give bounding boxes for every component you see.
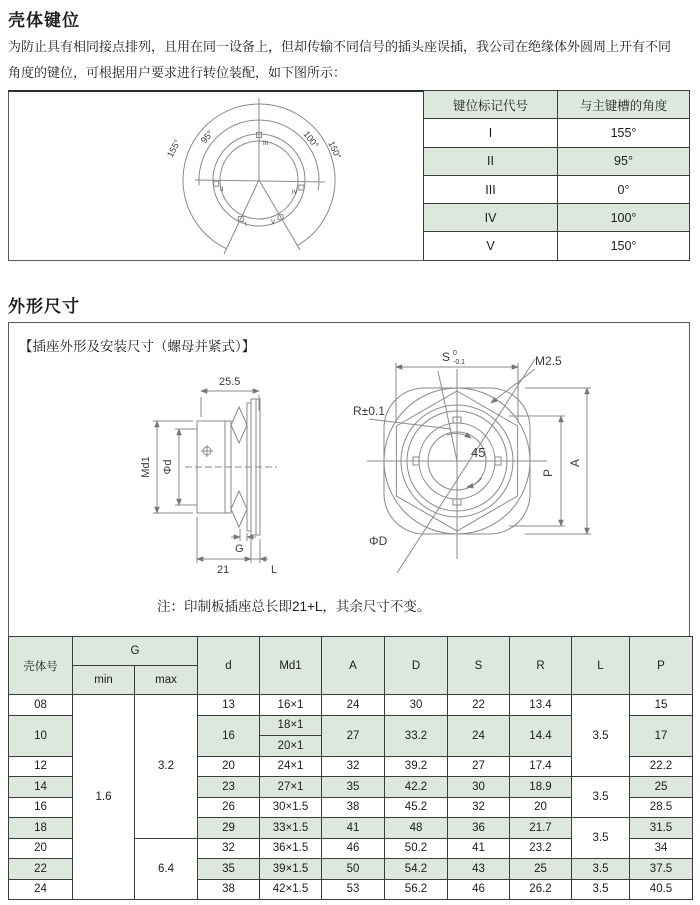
- figure-subtitle: 【插座外形及安装尺寸（螺母并紧式）】: [19, 339, 256, 354]
- intro-text-line1: 为防止具有相同接点排列，且用在同一设备上，但却传输不同信号的插头座误插，我公司在绝缘体外圆周上开有不同: [8, 39, 672, 54]
- table-row: [9, 695, 693, 716]
- cell-shell-no: 18: [9, 818, 73, 839]
- table-row: [424, 204, 690, 232]
- col-header-key-angle: 与主键槽的角度: [558, 91, 690, 119]
- key-position-figure: [8, 90, 690, 261]
- cell-angle: 0°: [558, 175, 690, 203]
- angle-label-150: 150°: [326, 139, 344, 161]
- angle-label-100: 100°: [301, 129, 321, 150]
- cell-md1: 18×1: [260, 715, 322, 736]
- col-header-r: R: [510, 637, 572, 695]
- cell-dd: 42.2: [385, 777, 448, 798]
- cell-r: 26.2: [510, 879, 572, 900]
- cell-d: 29: [198, 818, 260, 839]
- angle-label-95: 95°: [198, 128, 216, 146]
- cell-md1: 39×1.5: [260, 859, 322, 880]
- cell-l: 3.5: [572, 879, 630, 900]
- table-row: [424, 119, 690, 147]
- col-header-dd: D: [385, 637, 448, 695]
- cell-code: IV: [424, 204, 558, 232]
- cell-d: 16: [198, 715, 260, 756]
- key-angle-diagram: [69, 92, 409, 260]
- cell-dd: 39.2: [385, 756, 448, 777]
- dim-label-45: 45: [471, 445, 486, 460]
- key-position-table: [423, 90, 690, 261]
- dim-label-s-upper-tol: 0: [453, 350, 457, 357]
- cell-md1: 30×1.5: [260, 797, 322, 818]
- mark-label-V: V: [271, 220, 276, 226]
- cell-d: 38: [198, 879, 260, 900]
- dim-label-p: P: [541, 468, 555, 478]
- cell-angle: 100°: [558, 204, 690, 232]
- cell-r: 21.7: [510, 818, 572, 839]
- cell-d: 23: [198, 777, 260, 798]
- cell-d: 32: [198, 838, 260, 859]
- cell-md1: 27×1: [260, 777, 322, 798]
- cell-p: 17: [630, 715, 693, 756]
- dim-label-r-tol: R±0.1: [353, 404, 385, 418]
- cell-md1: 20×1: [260, 736, 322, 757]
- cell-p: 25: [630, 777, 693, 798]
- cell-a: 41: [322, 818, 385, 839]
- intro-text-line2: 角度的键位，可根据用户要求进行转位装配，如下图所示：: [8, 65, 347, 80]
- cell-r: 25: [510, 859, 572, 880]
- col-header-a: A: [322, 637, 385, 695]
- cell-r: 20: [510, 797, 572, 818]
- cell-md1: 33×1.5: [260, 818, 322, 839]
- cell-d: 26: [198, 797, 260, 818]
- col-header-p: P: [630, 637, 693, 695]
- cell-a: 32: [322, 756, 385, 777]
- cell-s: 46: [448, 879, 510, 900]
- table-header-row: [424, 91, 690, 119]
- cell-r: 18.9: [510, 777, 572, 798]
- cell-a: 24: [322, 695, 385, 716]
- cell-l: 3.5: [572, 695, 630, 777]
- cell-shell-no: 10: [9, 715, 73, 756]
- cell-p: 28.5: [630, 797, 693, 818]
- dim-label-s-lower-tol: -0.1: [453, 359, 466, 366]
- cell-p: 31.5: [630, 818, 693, 839]
- dim-label-25-5: 25.5: [219, 376, 241, 388]
- col-header-l: L: [572, 637, 630, 695]
- col-header-shell-no: 壳体号: [9, 637, 73, 695]
- cell-a: 50: [322, 859, 385, 880]
- table-header-row: [9, 637, 693, 666]
- cell-angle: 155°: [558, 119, 690, 147]
- cell-p: 34: [630, 838, 693, 859]
- mark-label-II: II: [220, 187, 224, 193]
- cell-p: 15: [630, 695, 693, 716]
- cell-shell-no: 16: [9, 797, 73, 818]
- cell-a: 46: [322, 838, 385, 859]
- cell-s: 30: [448, 777, 510, 798]
- cell-d: 35: [198, 859, 260, 880]
- cell-md1: 42×1.5: [260, 879, 322, 900]
- cell-g-max: 6.4: [135, 838, 198, 900]
- cell-s: 22: [448, 695, 510, 716]
- cell-dd: 30: [385, 695, 448, 716]
- cell-g-min: 1.6: [73, 695, 135, 900]
- section-title-shell-keying: 壳体键位: [8, 11, 80, 30]
- cell-r: 14.4: [510, 715, 572, 756]
- cell-dd: 45.2: [385, 797, 448, 818]
- cell-a: 53: [322, 879, 385, 900]
- cell-p: 22.2: [630, 756, 693, 777]
- cell-p: 37.5: [630, 859, 693, 880]
- cell-shell-no: 12: [9, 756, 73, 777]
- cell-l: 3.5: [572, 777, 630, 818]
- col-header-g-min: min: [73, 666, 135, 695]
- cell-code: I: [424, 119, 558, 147]
- cell-dd: 33.2: [385, 715, 448, 756]
- col-header-g-max: max: [135, 666, 198, 695]
- dim-label-s: S: [442, 350, 451, 364]
- col-header-g: G: [73, 637, 198, 666]
- col-header-md1: Md1: [260, 637, 322, 695]
- cell-md1: 16×1: [260, 695, 322, 716]
- dimension-table: [8, 636, 693, 900]
- section-title-outline-dimensions: 外形尺寸: [8, 297, 80, 316]
- cell-s: 32: [448, 797, 510, 818]
- cell-a: 35: [322, 777, 385, 798]
- cell-dd: 50.2: [385, 838, 448, 859]
- dim-label-21: 21: [217, 564, 230, 576]
- cell-md1: 36×1.5: [260, 838, 322, 859]
- cell-shell-no: 22: [9, 859, 73, 880]
- cell-r: 23.2: [510, 838, 572, 859]
- cell-shell-no: 14: [9, 777, 73, 798]
- cell-g-max: 3.2: [135, 695, 198, 839]
- cell-shell-no: 20: [9, 838, 73, 859]
- mark-label-IV: IV: [292, 190, 298, 196]
- dim-label-phiD: ΦD: [369, 534, 388, 548]
- cell-l: 3.5: [572, 818, 630, 859]
- figure-note: 注：印制板插座总长即21+L，其余尺寸不变。: [157, 599, 431, 614]
- socket-side-view-drawing: [127, 367, 342, 577]
- socket-front-view-drawing: [339, 341, 639, 589]
- cell-a: 38: [322, 797, 385, 818]
- cell-s: 43: [448, 859, 510, 880]
- cell-s: 24: [448, 715, 510, 756]
- cell-code: V: [424, 232, 558, 260]
- cell-dd: 54.2: [385, 859, 448, 880]
- col-header-s: S: [448, 637, 510, 695]
- cell-d: 13: [198, 695, 260, 716]
- col-header-key-code: 键位标记代号: [424, 91, 558, 119]
- cell-shell-no: 24: [9, 879, 73, 900]
- cell-a: 27: [322, 715, 385, 756]
- mark-label-III: III: [263, 141, 269, 147]
- cell-l: 3.5: [572, 859, 630, 880]
- table-row: [424, 175, 690, 203]
- cell-s: 41: [448, 838, 510, 859]
- dim-label-l: L: [271, 564, 278, 576]
- cell-r: 13.4: [510, 695, 572, 716]
- dim-label-m2-5: M2.5: [535, 354, 562, 368]
- cell-angle: 95°: [558, 147, 690, 175]
- dim-label-g: G: [235, 543, 244, 555]
- cell-dd: 48: [385, 818, 448, 839]
- angle-label-155: 155°: [164, 137, 183, 159]
- cell-code: II: [424, 147, 558, 175]
- dim-label-md1: Md1: [140, 456, 152, 478]
- mark-label-I: I: [245, 222, 247, 228]
- cell-s: 36: [448, 818, 510, 839]
- dim-label-phid: Φd: [162, 459, 174, 475]
- cell-s: 27: [448, 756, 510, 777]
- cell-d: 20: [198, 756, 260, 777]
- cell-r: 17.4: [510, 756, 572, 777]
- cell-angle: 150°: [558, 232, 690, 260]
- dim-label-a: A: [568, 458, 582, 468]
- col-header-d: d: [198, 637, 260, 695]
- cell-shell-no: 08: [9, 695, 73, 716]
- cell-md1: 24×1: [260, 756, 322, 777]
- table-row: [424, 232, 690, 260]
- outline-dimensions-figure: [8, 322, 690, 636]
- cell-code: III: [424, 175, 558, 203]
- cell-dd: 56.2: [385, 879, 448, 900]
- table-row: [424, 147, 690, 175]
- cell-p: 40.5: [630, 879, 693, 900]
